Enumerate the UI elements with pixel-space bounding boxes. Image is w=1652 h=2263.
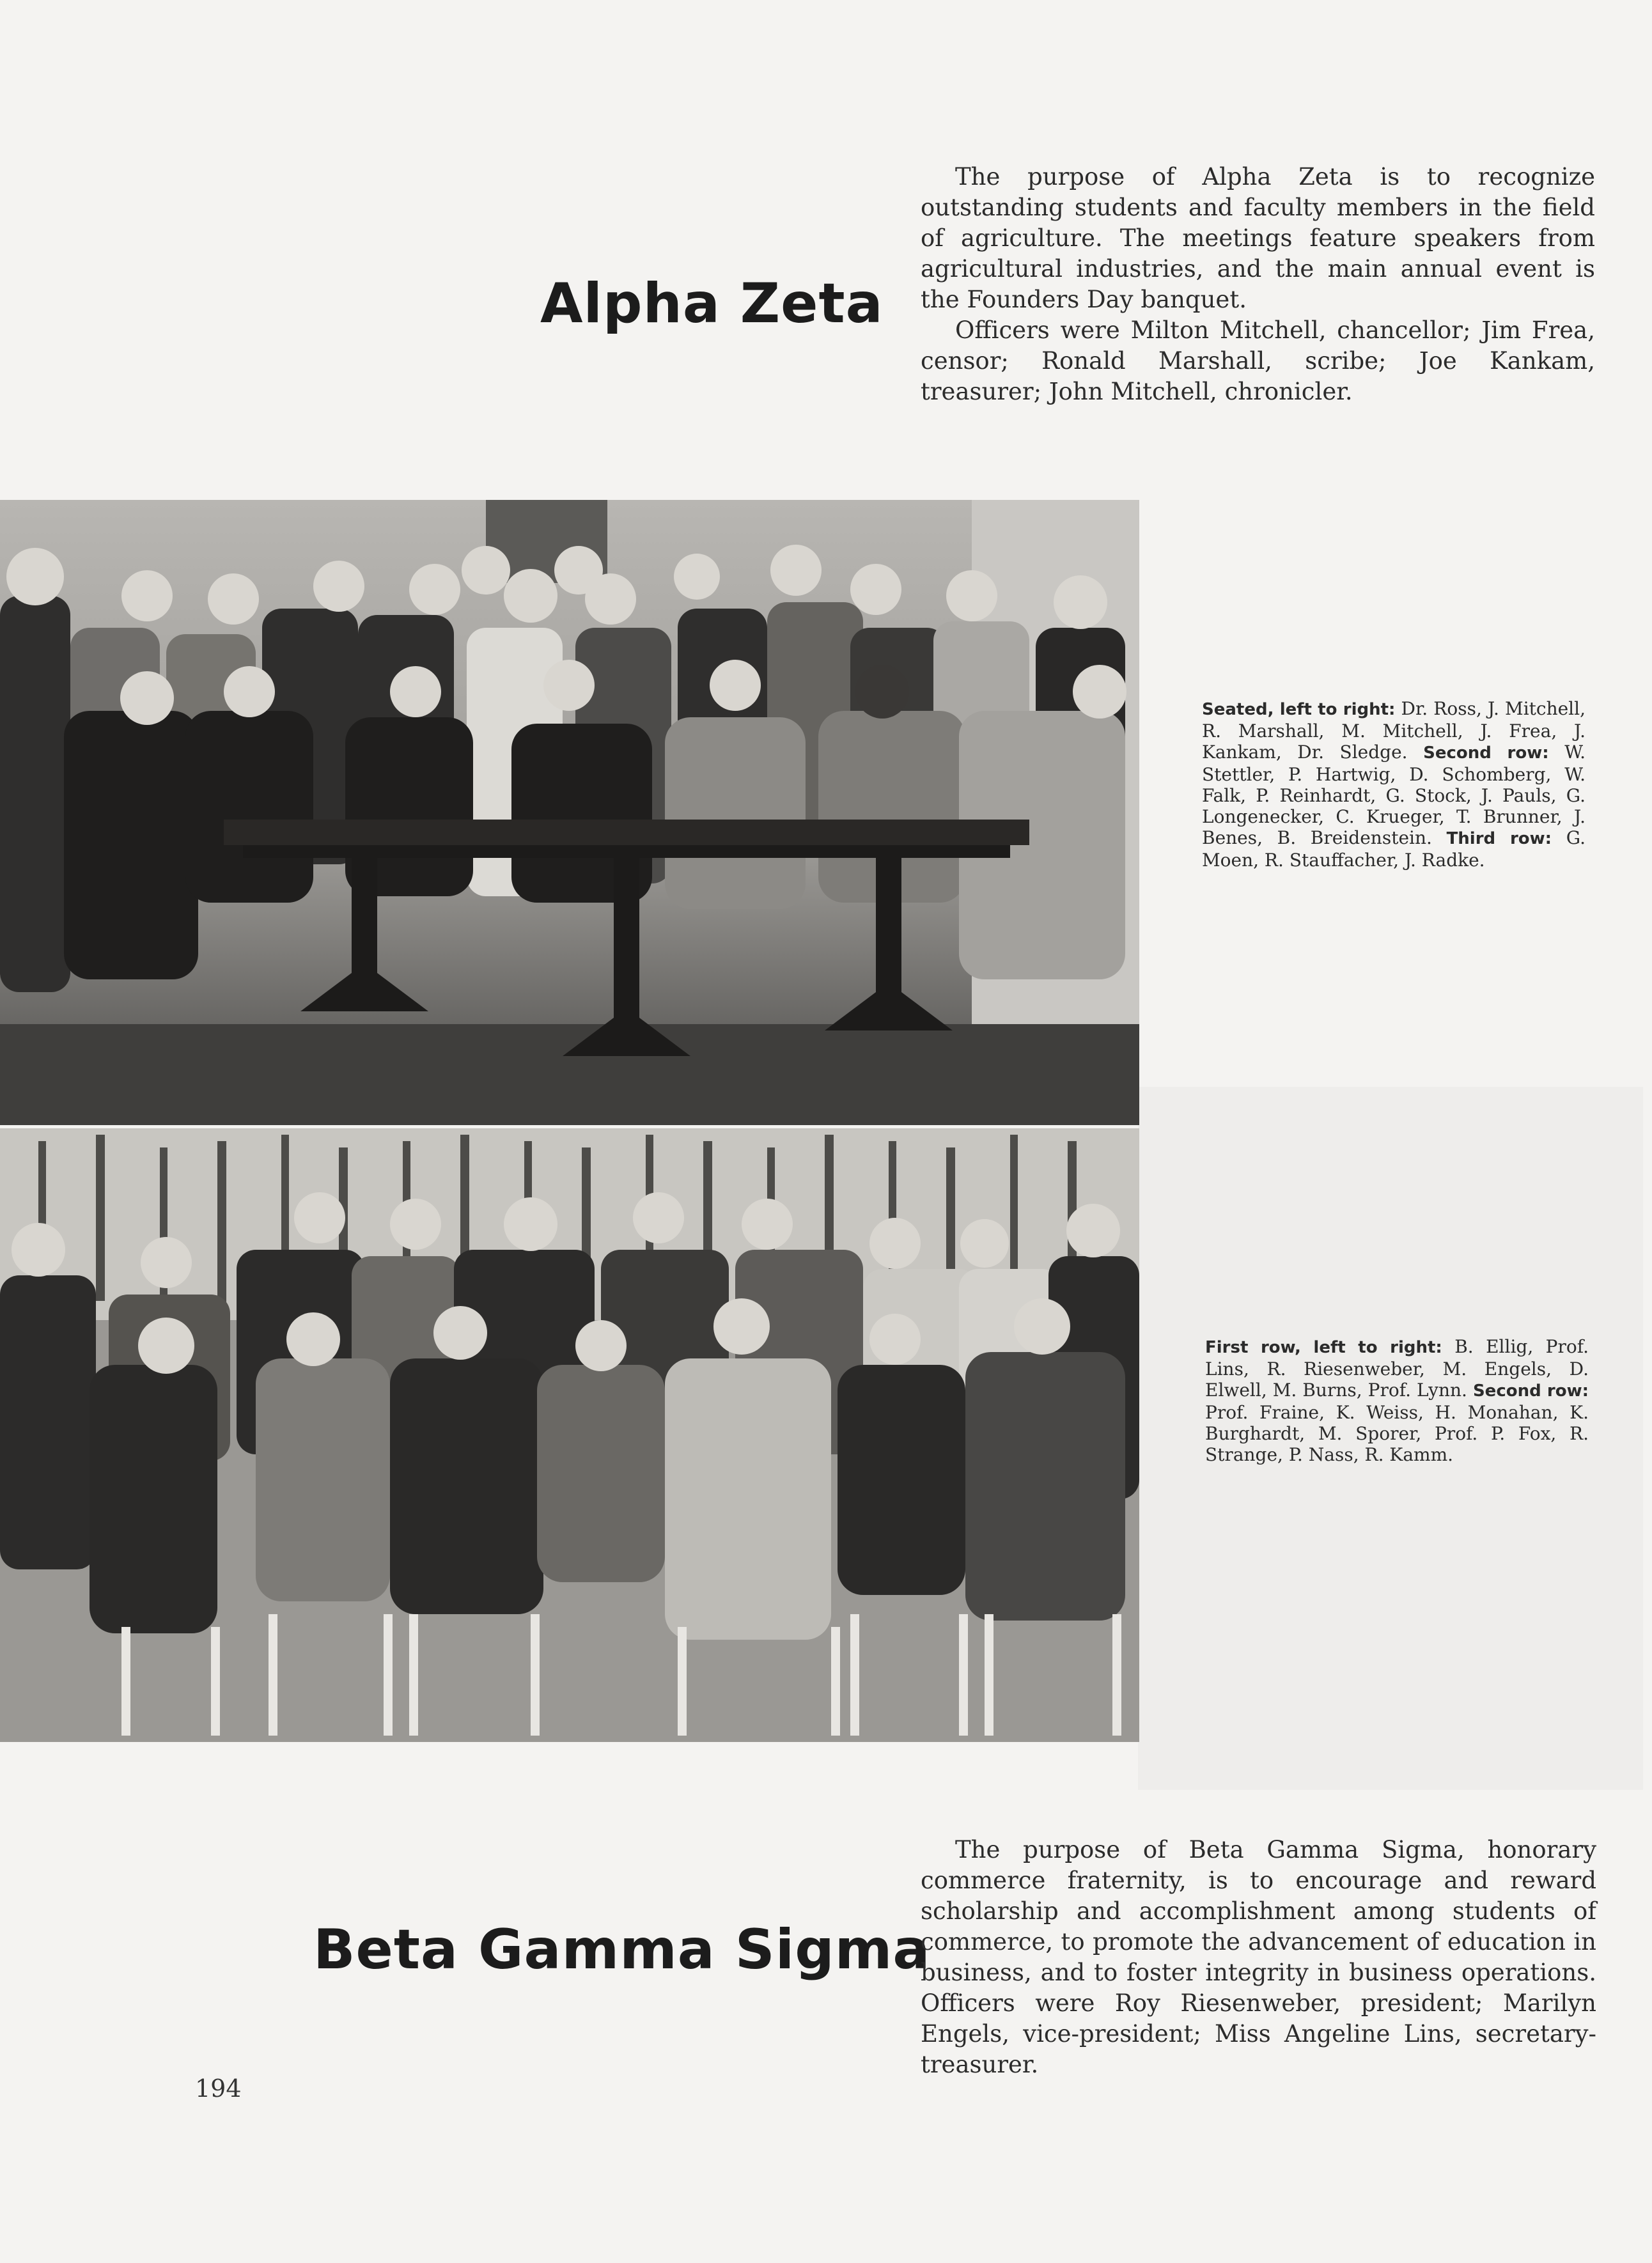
caption-names-first-row: B. Ellig, Prof. Lins, R. Riesenweber, M. Engels, D. Elwell, M. Burns, Prof. Lynn.: [1205, 1336, 1589, 1401]
beta-gamma-sigma-intro: [921, 1835, 1596, 2080]
alpha-zeta-photo-caption: [1202, 698, 1586, 871]
caption-names-second-row: Prof. Fraine, K. Weiss, H. Monahan, K. Burghardt, M. Sporer, Prof. P. Fox, R. Strange, P. Nass, R. Kamm.: [1205, 1402, 1589, 1465]
beta-gamma-sigma-purpose-paragraph: The purpose of Beta Gamma Sigma, honorary commerce fraternity, is to encourage and reward scholarship and accomplishment among students of commerce, to promote the advancement of education in business, and to foster integrity in business operations. Officers were Roy Riesenweber, president; Marilyn Engels, vice-president; Miss Angeline Lins, secretary-treasurer.: [921, 1836, 1596, 2078]
caption-names-second-row: W. Stettler, P. Hartwig, D. Schomberg, W. Falk, P. Reinhardt, G. Stock, J. Pauls, G. Longenecker, C. Krueger, T. Brunner, J. Benes, B. Breidenstein.: [1202, 742, 1586, 848]
alpha-zeta-heading: Alpha Zeta: [540, 272, 884, 336]
caption-label-third-row: Third row:: [1446, 829, 1552, 848]
beta-gamma-sigma-photo-caption: [1205, 1336, 1589, 1465]
alpha-zeta-officers-paragraph: Officers were Milton Mitchell, chancellor; Jim Frea, censor; Ronald Marshall, scribe; Joe Kankam, treasurer; John Mitchell, chronicler.: [921, 316, 1595, 405]
beta-gamma-sigma-heading: Beta Gamma Sigma: [313, 1918, 931, 1982]
alpha-zeta-intro: [921, 162, 1595, 407]
alpha-zeta-purpose-paragraph: The purpose of Alpha Zeta is to recognize outstanding students and faculty members in the field of agriculture. The meetings feature speakers from agricultural industries, and the main annual event is the Founders Day banquet.: [921, 163, 1595, 313]
page-number: 194: [195, 2074, 242, 2103]
caption-label-seated: Seated, left to right:: [1202, 700, 1396, 719]
caption-names-third-row: G. Moen, R. Stauffacher, J. Radke.: [1202, 827, 1586, 871]
alpha-zeta-group-photo: [0, 500, 1139, 1125]
caption-names-seated: Dr. Ross, J. Mitchell, R. Marshall, M. Mitchell, J. Frea, J. Kankam, Dr. Sledge.: [1202, 698, 1586, 763]
caption-label-second-row: Second row:: [1472, 1381, 1589, 1401]
beta-gamma-sigma-group-photo: [0, 1128, 1139, 1742]
caption-label-first-row: First row, left to right:: [1205, 1338, 1442, 1357]
caption-label-second-row: Second row:: [1423, 743, 1549, 763]
